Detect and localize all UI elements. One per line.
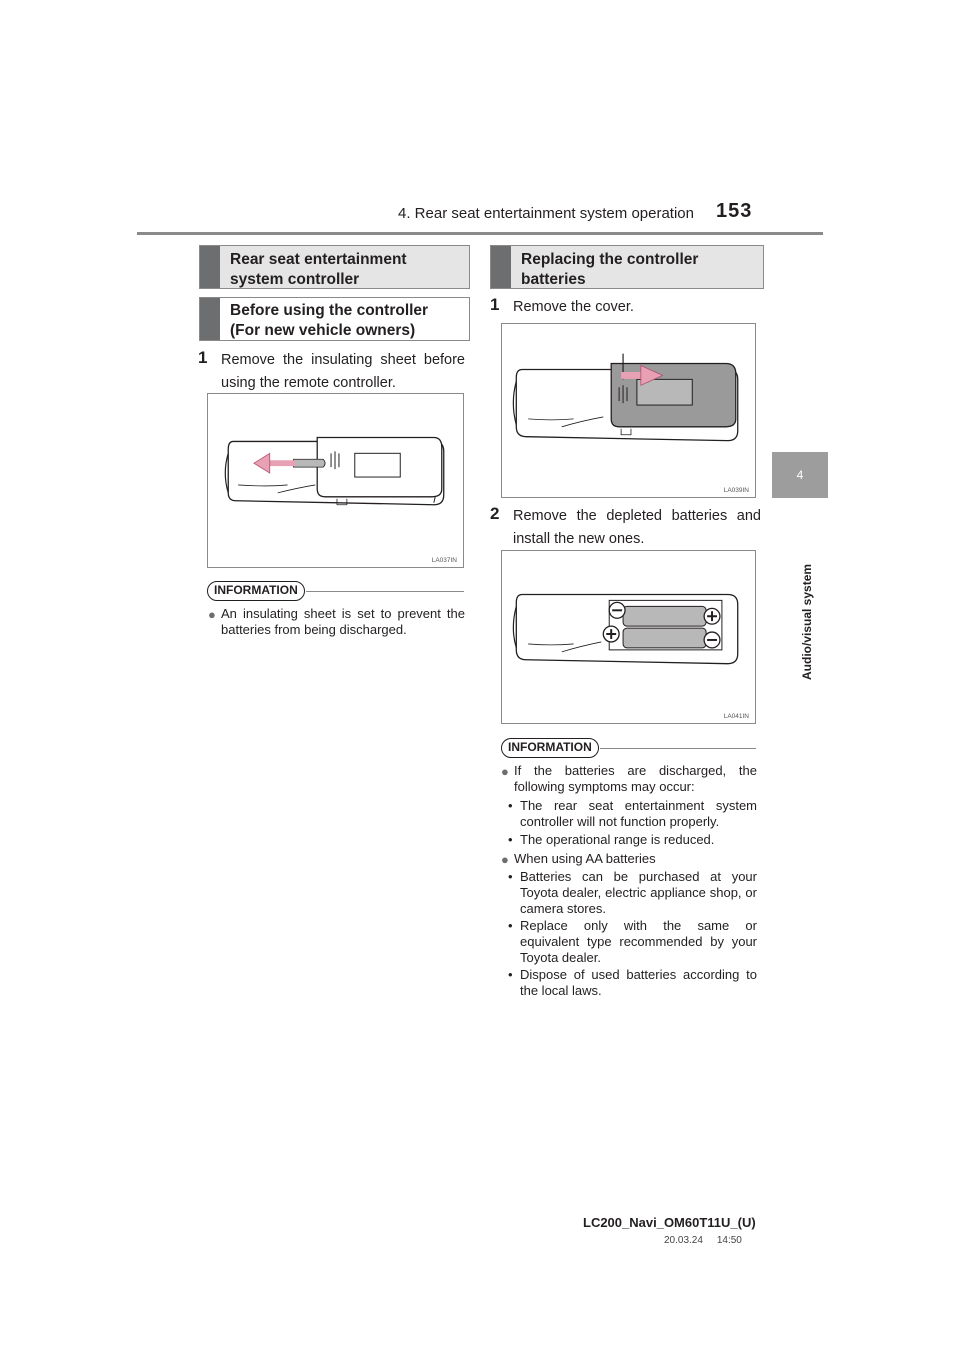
remote-controller-illustration	[208, 394, 463, 567]
battery-compartment-illustration	[502, 551, 755, 723]
sub-bullet-text: Replace only with the same or equivalent type recommended by your Toyota dealer.	[520, 918, 757, 965]
sub-bullet-marker: •	[508, 869, 513, 884]
section-heading-text: Replacing the controller batteries	[521, 251, 699, 288]
chapter-tab-number: 4	[772, 452, 828, 498]
info-bullet-discharged-symptoms	[501, 763, 757, 795]
figure-code: LA037IN	[431, 557, 457, 564]
bullet-text: If the batteries are discharged, the following symptoms may occur:	[514, 763, 757, 794]
info-subbullet-not-function	[508, 798, 757, 830]
running-header-title: 4. Rear seat entertainment system operation	[398, 205, 694, 222]
section-heading-controller	[199, 245, 470, 289]
figure-install-batteries	[501, 550, 756, 724]
info-subbullet-range-reduced	[508, 832, 757, 848]
step-replace-batteries	[491, 505, 761, 551]
bullet-marker: ●	[208, 607, 216, 622]
info-bullet-aa-batteries	[501, 851, 757, 867]
subsection-heading-bar	[200, 298, 220, 340]
step-remove-cover	[491, 296, 761, 319]
figure-remove-cover	[501, 323, 756, 498]
information-rule	[600, 748, 756, 749]
step-number: 2	[490, 504, 500, 523]
subsection-heading-text: Before using the controller (For new vehicle owners)	[230, 302, 429, 339]
subsection-heading-before-use	[199, 297, 470, 341]
section-heading-bar	[200, 246, 220, 288]
info-bullet-insulating-sheet	[208, 606, 465, 638]
sub-bullet-text: Batteries can be purchased at your Toyota dealer, electric appliance shop, or camera stores.	[520, 869, 757, 916]
sub-bullet-text: The rear seat entertainment system controller will not function properly.	[520, 798, 757, 829]
step-text: Remove the cover.	[513, 299, 634, 315]
step-text: Remove the insulating sheet before using the remote controller.	[221, 352, 465, 391]
step-number: 1	[490, 295, 500, 314]
info-subbullet-dispose	[508, 967, 757, 999]
header-rule	[137, 232, 823, 235]
page-number: 153	[716, 200, 753, 222]
step-text: Remove the depleted batteries and install the new ones.	[513, 508, 761, 547]
information-badge: INFORMATION	[207, 581, 305, 601]
figure-remove-insulating-sheet	[207, 393, 464, 568]
info-subbullet-replace-same-type	[508, 918, 757, 966]
information-badge: INFORMATION	[501, 738, 599, 758]
sub-bullet-text: Dispose of used batteries according to the local laws.	[520, 967, 757, 998]
footer-document-id: LC200_Navi_OM60T11U_(U)	[583, 1215, 756, 1230]
bullet-text: An insulating sheet is set to prevent the batteries from being discharged.	[221, 606, 465, 637]
figure-code: LA039IN	[723, 487, 749, 494]
bullet-marker: ●	[501, 764, 509, 779]
chapter-tab-label-text: Audio/visual system	[800, 563, 814, 680]
section-heading-bar	[491, 246, 511, 288]
bullet-text: When using AA batteries	[514, 851, 656, 866]
chapter-tab-label	[798, 510, 818, 680]
sub-bullet-marker: •	[508, 918, 513, 933]
section-heading-replacing-batteries	[490, 245, 764, 289]
figure-code: LA041IN	[723, 713, 749, 720]
remote-cover-illustration	[502, 324, 755, 497]
step-remove-insulating-sheet	[199, 349, 465, 395]
bullet-marker: ●	[501, 852, 509, 867]
information-rule	[306, 591, 464, 592]
section-heading-text: Rear seat entertainment system controller	[230, 251, 407, 288]
sub-bullet-marker: •	[508, 832, 513, 847]
footer-timestamp: 20.03.24 14:50	[664, 1235, 742, 1246]
info-subbullet-purchase	[508, 869, 757, 917]
step-number: 1	[198, 348, 208, 367]
sub-bullet-text: The operational range is reduced.	[520, 832, 715, 847]
sub-bullet-marker: •	[508, 967, 513, 982]
sub-bullet-marker: •	[508, 798, 513, 813]
